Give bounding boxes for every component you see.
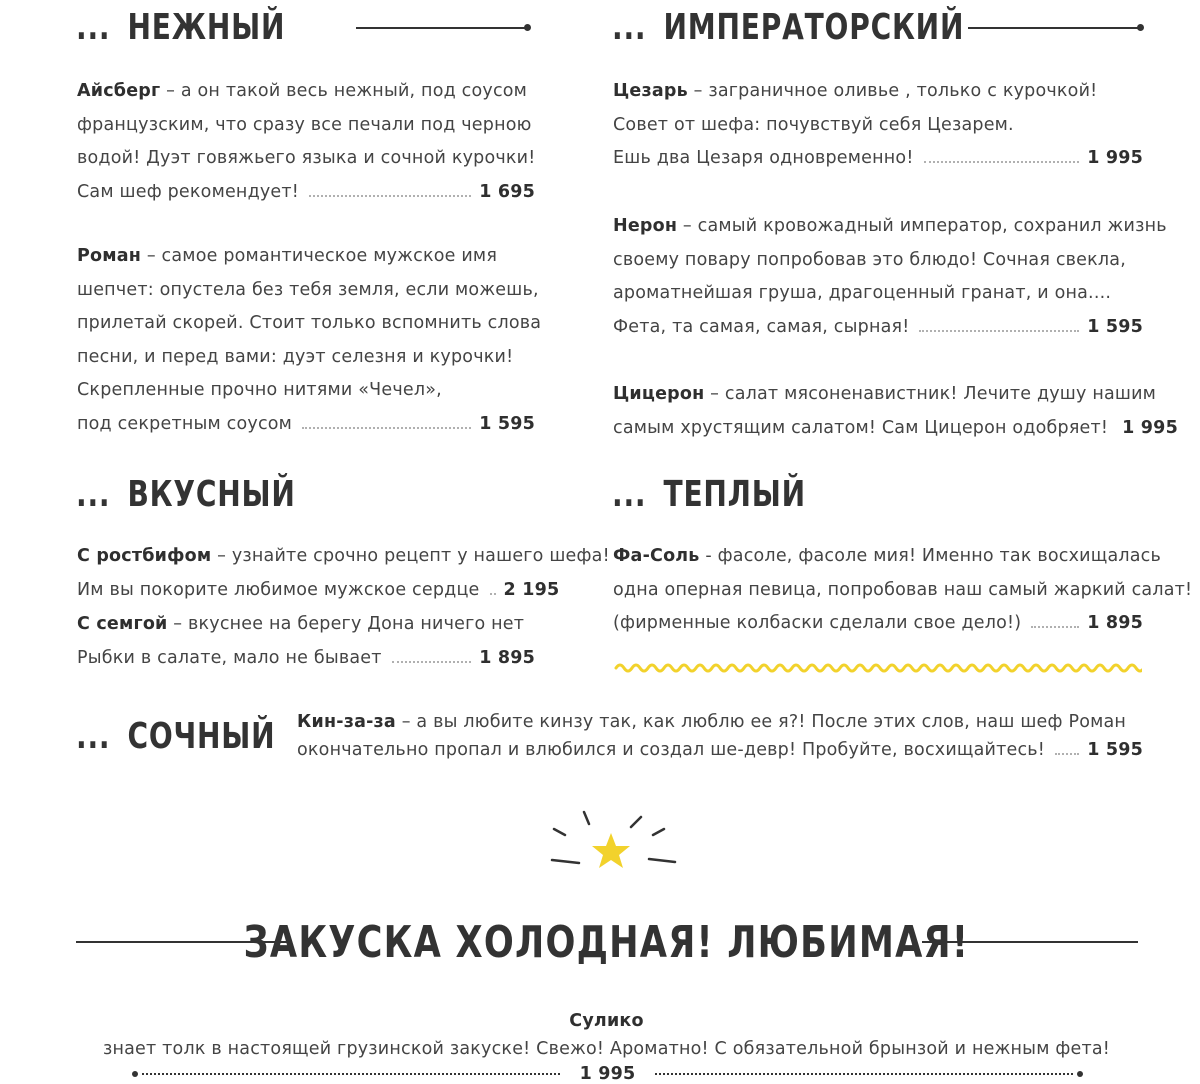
heading-title: ТЕПЛЫЙ — [663, 474, 806, 515]
heading-rule-endcap — [1137, 24, 1144, 31]
item-name: Цезарь — [613, 81, 688, 101]
dot-leader — [490, 593, 496, 595]
section-heading-vkusny — [76, 475, 296, 515]
dot-leader — [302, 427, 471, 429]
leader-endcap — [132, 1071, 138, 1077]
item-price: 1 995 — [1122, 417, 1178, 438]
star-burst-icon — [545, 805, 685, 875]
item-price: 1 895 — [479, 647, 535, 668]
item-name: Цицерон — [613, 384, 705, 404]
dot-leader — [919, 330, 1079, 332]
item-price: 1 995 — [1087, 148, 1143, 168]
section-heading-imperatorsky — [612, 8, 964, 48]
dot-leader — [1055, 753, 1079, 755]
dot-leader — [924, 161, 1080, 163]
item-name: С семгой — [77, 614, 168, 634]
menu-item-rostbif: С ростбифом – узнайте срочно рецепт у нашего шефа! Им вы покорите любимое мужское сердце 2 195 — [77, 540, 537, 607]
item-price: 1 695 — [479, 181, 535, 202]
item-name: Нерон — [613, 216, 678, 236]
section-heading-sochny — [76, 717, 275, 757]
menu-item-caesar: Цезарь – заграничное оливье , только с курочкой! Совет от шефа: почувствуй себя Цезарем. Ешь два Цезаря одновременно! 1 995 — [613, 75, 1143, 176]
item-name: С ростбифом — [77, 546, 212, 566]
item-price: 1 595 — [1087, 740, 1143, 760]
menu-item-kinzaza: Кин-за-за – а вы любите кинзу так, как люблю ее я?! После этих слов, наш шеф Роман окончательно пропал и влюбился и создал ше-девр! Пробуйте, восхищайтесь! 1 595 — [297, 708, 1143, 764]
section-heading-nezhny — [76, 8, 285, 48]
menu-item-neron: Нерон – самый кровожадный император, сохранил жизнь своему повару попробовав это блюдо! Сочная свекла, ароматнейшая груша, драгоценный гранат, и она.... Фета, та самая, самая, сырная! 1 595 — [613, 210, 1143, 344]
item-price: 1 595 — [1087, 316, 1143, 337]
item-name: Кин-за-за — [297, 712, 396, 732]
heading-rule — [356, 27, 526, 29]
heading-rule — [968, 27, 1140, 29]
item-price: 2 195 — [503, 579, 560, 600]
dot-leader — [392, 661, 472, 663]
zakuska-price-row — [132, 1064, 1083, 1084]
item-name: Айсберг — [77, 81, 161, 101]
heading-prefix: ... — [612, 474, 647, 515]
menu-item-semga: С семгой – вкуснее на берегу Дона ничего нет Рыбки в салате, мало не бывает 1 895 — [77, 608, 535, 675]
item-price: 1 895 — [1087, 613, 1143, 633]
zakuska-item-name: Сулико — [569, 1011, 644, 1031]
heading-title: ВКУСНЫЙ — [127, 474, 296, 515]
heading-prefix: ... — [76, 7, 111, 48]
menu-item-aisberg: Айсберг – а он такой весь нежный, под соусом французским, что сразу все печали под черною водой! Дуэт говяжьего языка и сочной курочки! Сам шеф рекомендует! 1 695 — [77, 75, 535, 209]
dot-leader — [1031, 626, 1079, 628]
item-price: 1 995 — [579, 1064, 636, 1084]
section-heading-teply — [612, 475, 806, 515]
item-name: Роман — [77, 246, 142, 266]
dot-leader — [309, 195, 471, 197]
menu-item-roman: Роман – самое романтическое мужское имя шепчет: опустела без тебя земля, если можешь, прилетай скорей. Стоит только вспомнить слова песни, и перед вами: дуэт селезня и курочки! Скрепленные прочно нитями «Чечел», под секретным соусом 1 595 — [77, 240, 535, 441]
menu-item-fasol: Фа-Соль - фасоле, фасоле мия! Именно так восхищалась одна оперная певица, попробовав наш самый жаркий салат! (фирменные колбаски сделали свое дело!) 1 895 — [613, 540, 1143, 641]
heading-prefix: ... — [612, 7, 647, 48]
menu-item-ciceron: Цицерон – салат мясоненавистник! Лечите душу нашим самым хрустящим салатом! Сам Цицерон одобряет! 1 995 — [613, 378, 1143, 445]
heading-title: СОЧНЫЙ — [127, 716, 276, 757]
dot-leader — [142, 1073, 560, 1075]
yellow-wavy-divider — [614, 660, 1142, 676]
heading-title: ИМПЕРАТОРСКИЙ — [663, 7, 965, 48]
zakuska-item-description: знает толк в настоящей грузинской закуске! Свежо! Ароматно! С обязательной брынзой и нежным фета! — [102, 1039, 1111, 1059]
leader-endcap — [1077, 1071, 1083, 1077]
item-name: Фа-Соль — [613, 546, 700, 566]
item-price: 1 595 — [479, 413, 535, 434]
heading-prefix: ... — [76, 716, 111, 757]
zakuska-title-wrap — [243, 916, 969, 968]
heading-prefix: ... — [76, 474, 111, 515]
dot-leader — [655, 1073, 1073, 1075]
heading-title: НЕЖНЫЙ — [127, 7, 286, 48]
zakuska-title: ЗАКУСКА ХОЛОДНАЯ! ЛЮБИМАЯ! — [243, 916, 969, 968]
heading-rule-endcap — [524, 24, 531, 31]
